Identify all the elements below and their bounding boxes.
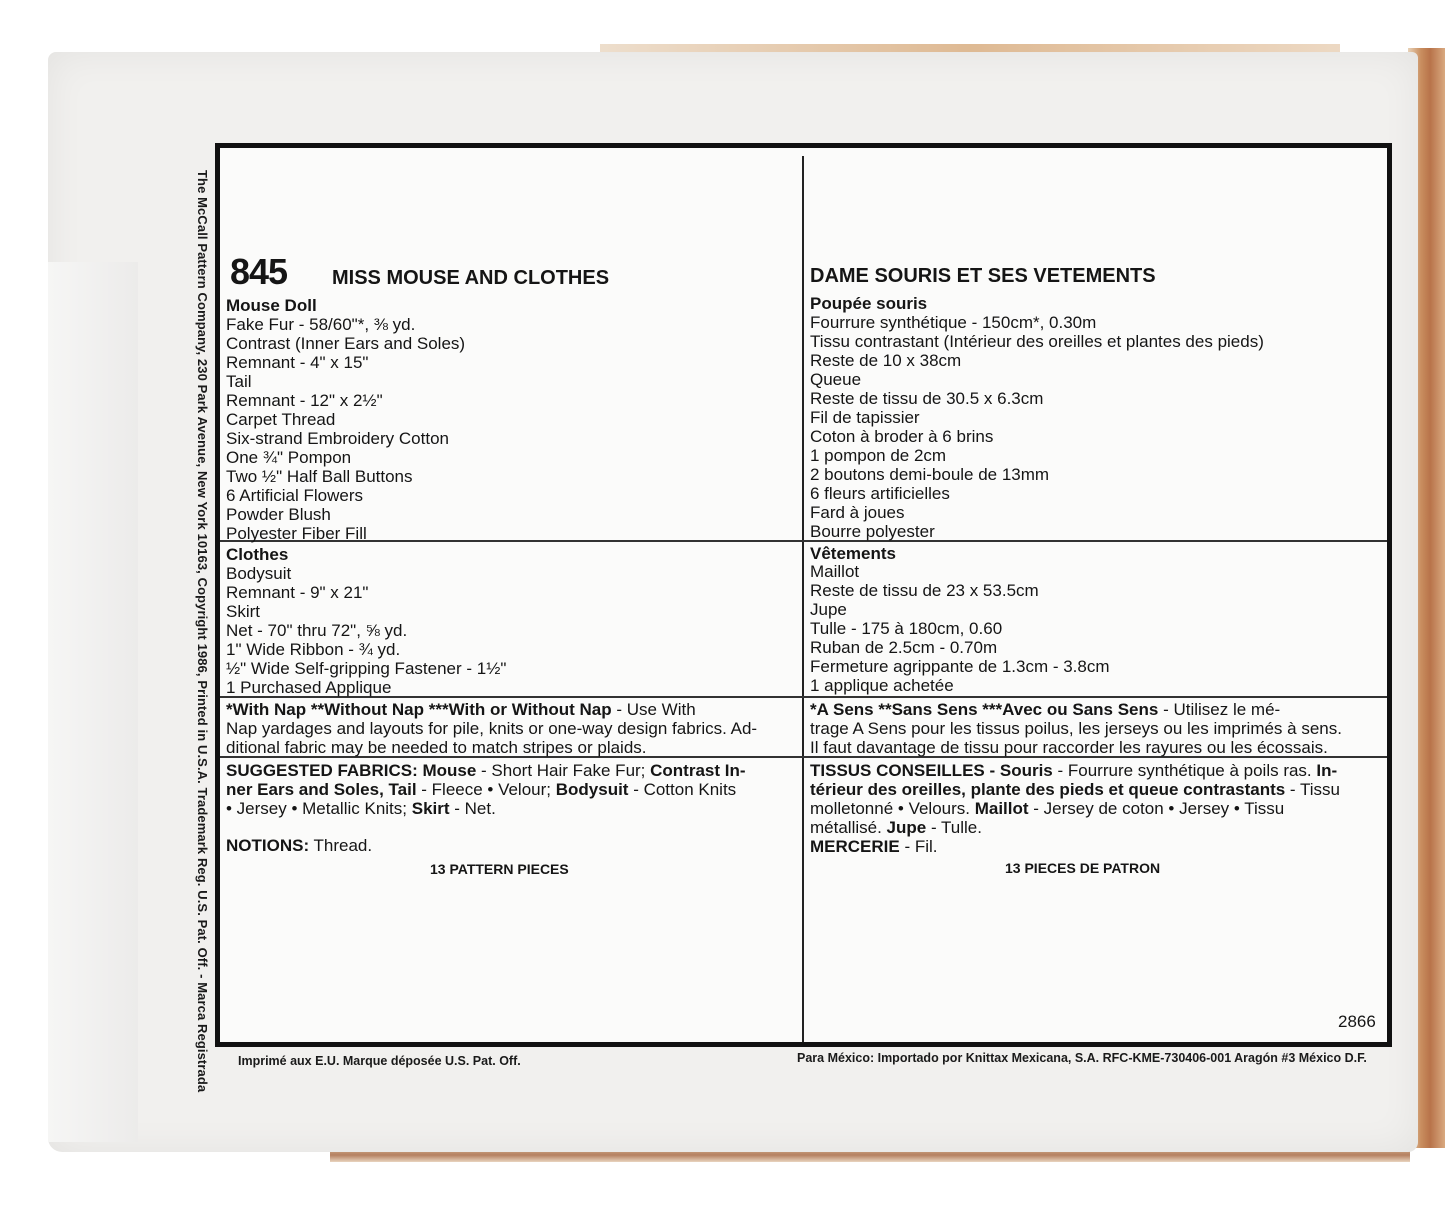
list-item: Fermeture agrippante de 1.3cm - 3.8cm bbox=[810, 657, 1110, 676]
fabrics-text: - Fourrure synthétique à poils ras. bbox=[1052, 761, 1317, 780]
list-item: Remnant - 4" x 15" bbox=[226, 353, 369, 372]
list-item: 6 Artificial Flowers bbox=[226, 486, 363, 505]
list-item: Net - 70" thru 72", ⅝ yd. bbox=[226, 621, 408, 640]
nap-text: - Utilisez le mé- bbox=[1158, 700, 1281, 719]
list-item: Reste de tissu de 23 x 53.5cm bbox=[810, 581, 1039, 600]
nap-note-line: ditional fabric may be needed to match stripes or plaids. bbox=[226, 738, 647, 757]
fabrics-line bbox=[810, 799, 1284, 818]
column-divider bbox=[802, 156, 804, 1042]
fabrics-text: - Net. bbox=[449, 799, 496, 818]
fabrics-text: - Tissu bbox=[1285, 780, 1340, 799]
list-item: Ruban de 2.5cm - 0.70m bbox=[810, 638, 998, 657]
fabrics-bold: Bodysuit bbox=[555, 780, 629, 799]
list-item: Remnant - 9" x 21" bbox=[226, 583, 369, 602]
list-item: Bourre polyester bbox=[810, 522, 935, 541]
list-item: Bodysuit bbox=[226, 564, 292, 583]
fabrics-text: - Tulle. bbox=[926, 818, 982, 837]
list-item: 1 Purchased Applique bbox=[226, 678, 392, 697]
list-item: One ¾" Pompon bbox=[226, 448, 352, 467]
fabrics-line bbox=[810, 818, 982, 837]
publisher-vertical-text bbox=[190, 170, 218, 1093]
notions-label: MERCERIE bbox=[810, 837, 900, 856]
list-item: Reste de tissu de 30.5 x 6.3cm bbox=[810, 389, 1044, 408]
list-item: Skirt bbox=[226, 602, 260, 621]
fabrics-bold: ner Ears and Soles, Tail bbox=[226, 780, 417, 799]
fabrics-text: molletonné • Velours. bbox=[810, 799, 975, 818]
nap-note-line: trage A Sens pour les tissus poilus, les jerseys ou les imprimés à sens. bbox=[810, 719, 1342, 738]
list-item: Fard à joues bbox=[810, 503, 905, 522]
list-item: Maillot bbox=[810, 562, 860, 581]
fabrics-text: - Short Hair Fake Fur; bbox=[476, 761, 651, 780]
notions-text: - Fil. bbox=[899, 837, 938, 856]
fabrics-bold: In- bbox=[1316, 761, 1338, 780]
list-item: Fake Fur - 58/60"*, ⅜ yd. bbox=[226, 315, 416, 334]
pattern-pieces-count-fr: 13 PIECES DE PATRON bbox=[1005, 860, 1161, 876]
pattern-title: MISS MOUSE AND CLOTHES bbox=[332, 267, 610, 289]
nap-legend: *A Sens **Sans Sens ***Avec ou Sans Sens bbox=[810, 700, 1159, 719]
pattern-pieces-count: 13 PATTERN PIECES bbox=[430, 861, 569, 877]
clothes-heading-fr: Vêtements bbox=[810, 544, 896, 563]
fabrics-text: - Cotton Knits bbox=[628, 780, 737, 799]
list-item: Tail bbox=[226, 372, 252, 391]
list-item: 1" Wide Ribbon - ¾ yd. bbox=[226, 640, 401, 659]
list-item: Two ½" Half Ball Buttons bbox=[226, 467, 413, 486]
list-item: Tissu contrastant (Intérieur des oreilles et plantes des pieds) bbox=[810, 332, 1264, 351]
nap-note-line: Nap yardages and layouts for pile, knits or one-way design fabrics. Ad- bbox=[226, 719, 758, 738]
list-item: Jupe bbox=[810, 600, 847, 619]
nap-note-line: Il faut davantage de tissu pour raccorder les rayures ou les écossais. bbox=[810, 738, 1328, 757]
fabrics-bold: Contrast In- bbox=[650, 761, 746, 780]
fabrics-line bbox=[226, 780, 736, 799]
list-item: Queue bbox=[810, 370, 862, 389]
notions-line bbox=[810, 837, 938, 856]
list-item: ½" Wide Self-gripping Fastener - 1½" bbox=[226, 659, 507, 678]
list-item: Tulle - 175 à 180cm, 0.60 bbox=[810, 619, 1003, 638]
french-title: DAME SOURIS ET SES VETEMENTS bbox=[810, 265, 1156, 287]
instruction-panel bbox=[215, 143, 1392, 1047]
fabrics-bold: SUGGESTED FABRICS: Mouse bbox=[226, 761, 477, 780]
fabrics-line bbox=[226, 761, 746, 780]
fabrics-bold: Jupe bbox=[886, 818, 927, 837]
notions-line bbox=[226, 836, 372, 855]
fabrics-text: métallisé. bbox=[810, 818, 887, 837]
section-rule-nap bbox=[220, 696, 1387, 698]
fabrics-bold: térieur des oreilles, plante des pieds et queue contrastants bbox=[810, 780, 1286, 799]
mouse-doll-heading-fr: Poupée souris bbox=[810, 294, 928, 313]
fabrics-line bbox=[810, 761, 1337, 780]
envelope-flap bbox=[48, 262, 138, 1142]
fabrics-bold: Maillot bbox=[974, 799, 1029, 818]
fabrics-text: - Jersey de coton • Jersey • Tissu bbox=[1028, 799, 1285, 818]
list-item: Carpet Thread bbox=[226, 410, 336, 429]
stock-code: 2866 bbox=[1338, 1012, 1376, 1031]
list-item: Contrast (Inner Ears and Soles) bbox=[226, 334, 466, 353]
list-item: Fil de tapissier bbox=[810, 408, 920, 427]
nap-note-line bbox=[226, 700, 696, 719]
publisher-line: The McCall Pattern Company, 230 Park Avenue, New York 10163, Copyright 1986, Printed in U.S.A. Trademark Reg. U.S. Pat. Off. - Marca Registrada bbox=[195, 170, 210, 1093]
list-item: Polyester Fiber Fill bbox=[226, 524, 367, 543]
notions-text: Thread. bbox=[309, 836, 373, 855]
mouse-doll-heading: Mouse Doll bbox=[226, 296, 317, 315]
list-item: Powder Blush bbox=[226, 505, 331, 524]
list-item: 1 pompon de 2cm bbox=[810, 446, 947, 465]
fabrics-bold: TISSUS CONSEILLES - Souris bbox=[810, 761, 1053, 780]
list-item: Fourrure synthétique - 150cm*, 0.30m bbox=[810, 313, 1097, 332]
fabrics-text: - Fleece • Velour; bbox=[416, 780, 556, 799]
fabrics-line bbox=[810, 780, 1340, 799]
nap-text: - Use With bbox=[611, 700, 696, 719]
footer-right: Para México: Importado por Knittax Mexicana, S.A. RFC-KME-730406-001 Aragón #3 México D.F. bbox=[797, 1051, 1367, 1065]
footer-left: Imprimé aux E.U. Marque déposée U.S. Pat. Off. bbox=[238, 1054, 521, 1068]
nap-note-line bbox=[810, 700, 1280, 719]
clothes-heading: Clothes bbox=[226, 545, 289, 564]
nap-legend: *With Nap **Without Nap ***With or Without Nap bbox=[226, 700, 612, 719]
notions-label: NOTIONS: bbox=[226, 836, 310, 855]
fabrics-text: • Jersey • Metallic Knits; bbox=[226, 799, 412, 818]
fabrics-bold: Skirt bbox=[411, 799, 450, 818]
pattern-number: 845 bbox=[230, 251, 288, 292]
list-item: Remnant - 12" x 2½" bbox=[226, 391, 383, 410]
list-item: Six-strand Embroidery Cotton bbox=[226, 429, 449, 448]
section-rule-clothes bbox=[220, 540, 1387, 542]
list-item: Reste de 10 x 38cm bbox=[810, 351, 962, 370]
fabrics-line bbox=[226, 799, 496, 818]
list-item: 2 boutons demi-boule de 13mm bbox=[810, 465, 1050, 484]
list-item: 6 fleurs artificielles bbox=[810, 484, 950, 503]
list-item: 1 applique achetée bbox=[810, 676, 954, 695]
list-item: Coton à broder à 6 brins bbox=[810, 427, 994, 446]
